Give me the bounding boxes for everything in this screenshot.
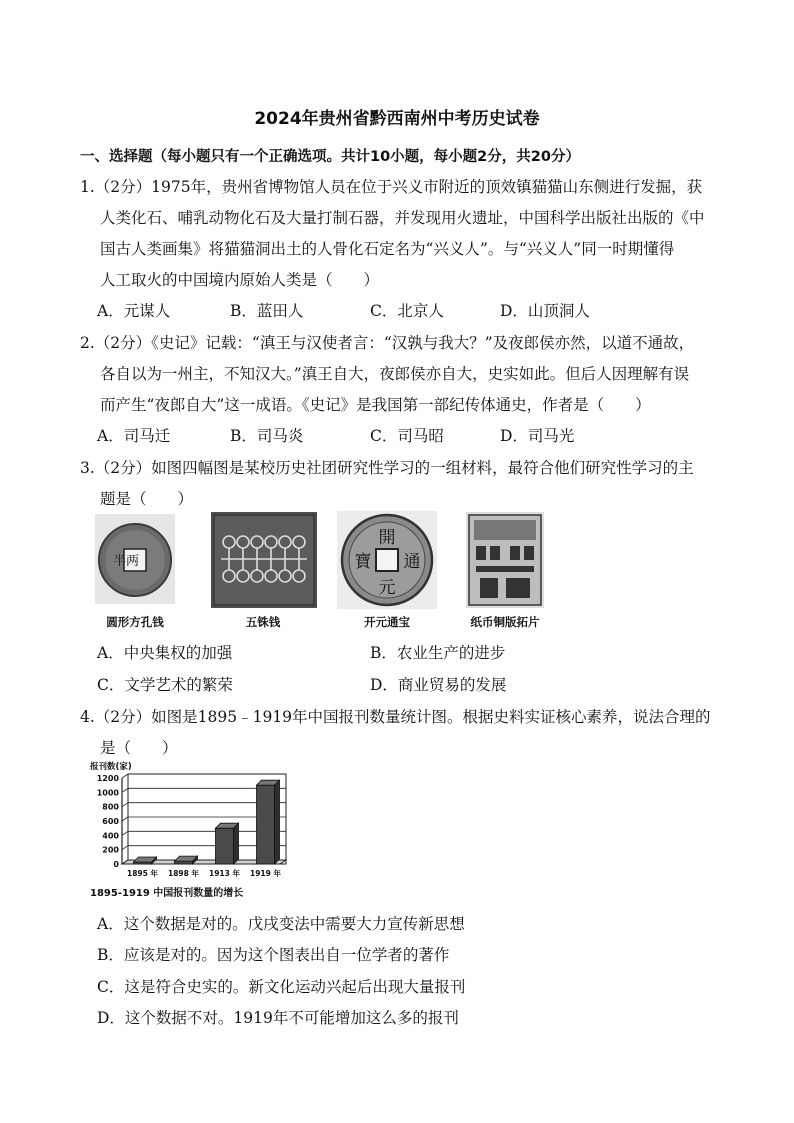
q4-option-d[interactable]: D．这个数据不对。1919年不可能增加这么多的报刊 (97, 1009, 459, 1027)
q4-option-c[interactable]: C．这是符合史实的。新文化运动兴起后出现大量报刊 (97, 978, 466, 996)
chart-ytick-label: 600 (102, 817, 119, 826)
chart-x-label: 1919 年 (250, 869, 281, 878)
newspaper-count-chart (88, 758, 308, 900)
round-coin-image (95, 514, 175, 604)
q2-option-d[interactable]: D．司马光 (500, 427, 575, 445)
chart-bar-front (216, 828, 234, 864)
q2-line-2: 各自以为一州主，不知汉大。”滇王自大，夜郎侯亦自大，史实如此。但后人因理解有误 (100, 365, 690, 383)
q2-line-3: 而产生“夜郎自大”这一成语。《史记》是我国第一部纪传体通史，作者是（ ） (100, 396, 651, 414)
q1-option-b[interactable]: B．蓝田人 (230, 302, 304, 320)
q2-option-b[interactable]: B．司马炎 (230, 427, 304, 445)
q4-option-a[interactable]: A．这个数据是对的。戊戌变法中需要大力宣传新思想 (97, 915, 465, 933)
q1-line-3: 国古人类画集》将猫猫洞出土的人骨化石定名为“兴义人”。与“兴义人”同一时期懂得 (100, 240, 675, 258)
coin1-text: 半两 (113, 554, 140, 569)
q4-line-2: 是（ ） (100, 739, 178, 757)
q2-line-1: 2.（2分）《史记》记载：“滇王与汉使者言：“汉孰与我大？”及夜郎侯亦然，以道不通故， (80, 334, 695, 352)
coin3-right-char: 通 (403, 552, 421, 572)
chart-bar-front (175, 861, 193, 864)
chart-gridline-diag (122, 774, 128, 778)
paper-money-rubbing-image (466, 512, 544, 608)
chart-ytick-label: 400 (102, 831, 119, 841)
q2-option-c[interactable]: C．司马昭 (370, 427, 444, 445)
q1-line-2: 人类化石、哺乳动物化石及大量打制石器，并发现用火遗址，中国科学出版社出版的《中 (100, 209, 705, 227)
caption-round-coin: 圆形方孔钱 (106, 615, 164, 629)
chart-gridline-diag (122, 788, 128, 792)
q1-option-d[interactable]: D．山顶洞人 (500, 302, 590, 320)
exam-title: 2024年贵州省黔西南州中考历史试卷 (254, 109, 540, 129)
q2-option-a[interactable]: A．司马迁 (97, 427, 171, 445)
chart-gridline-diag (122, 803, 128, 807)
coin3-left-char: 寶 (354, 552, 372, 572)
chart-gridline-diag (122, 846, 128, 850)
q1-line-1: 1.（2分）1975年，贵州省博物馆人员在位于兴义市附近的顶效镇猫猫山东侧进行发掘，获 (80, 178, 703, 196)
chart-bar-front (257, 785, 275, 864)
chart-ytick-label: 1200 (96, 774, 119, 783)
chart-gridline-diag (122, 817, 128, 821)
chart-ytick-label: 200 (102, 845, 119, 855)
chart-title: 1895-1919 中国报刊数量的增长 (90, 888, 244, 899)
q1-option-c[interactable]: C．北京人 (370, 302, 444, 320)
caption-kaiyuan-coin: 开元通宝 (364, 615, 410, 629)
q4-option-b[interactable]: B．应该是对的。因为这个图表出自一位学者的著作 (97, 946, 450, 964)
q4-line-1: 4.（2分）如图是1895﹣1919年中国报刊数量统计图。根据史料实证核心素养，说法合理的 (80, 708, 711, 726)
q3-option-a[interactable]: A．中央集权的加强 (97, 644, 233, 662)
q3-option-b[interactable]: B．农业生产的进步 (370, 644, 506, 662)
chart-ytick-label: 0 (113, 860, 119, 869)
chart-x-label: 1895 年 (127, 869, 158, 878)
section-heading: 一、选择题（每小题只有一个正确选项。共计10小题，每小题2分，共20分） (80, 149, 580, 165)
q1-option-a[interactable]: A．元谋人 (97, 302, 171, 320)
q3-option-c[interactable]: C．文学艺术的繁荣 (97, 676, 233, 694)
wuzhu-coin-mould-image (211, 512, 317, 608)
q1-line-4: 人工取火的中国境内原始人类是（ ） (100, 271, 380, 289)
chart-bar-side (275, 780, 280, 864)
chart-bar-side (234, 823, 239, 864)
chart-gridline-diag (122, 831, 128, 835)
chart-ytick-label: 800 (102, 802, 119, 812)
chart-ytick-label: 1000 (96, 788, 119, 798)
caption-wuzhu-coin: 五铢钱 (245, 615, 281, 629)
coin3-bottom-char: 元 (378, 578, 396, 598)
q3-line-2: 题是（ ） (100, 490, 194, 508)
chart-ylabel: 报刊数(家) (90, 762, 132, 772)
chart-x-label: 1913 年 (209, 869, 240, 878)
coin3-top-char: 開 (378, 528, 396, 548)
chart-x-label: 1898 年 (168, 869, 199, 878)
caption-paper-money: 纸币铜版拓片 (470, 615, 540, 629)
q3-option-d[interactable]: D．商业贸易的发展 (370, 676, 507, 694)
kaiyuan-coin-image (337, 511, 437, 609)
q3-line-1: 3.（2分）如图四幅图是某校历史社团研究性学习的一组材料，最符合他们研究性学习的主 (80, 459, 694, 477)
